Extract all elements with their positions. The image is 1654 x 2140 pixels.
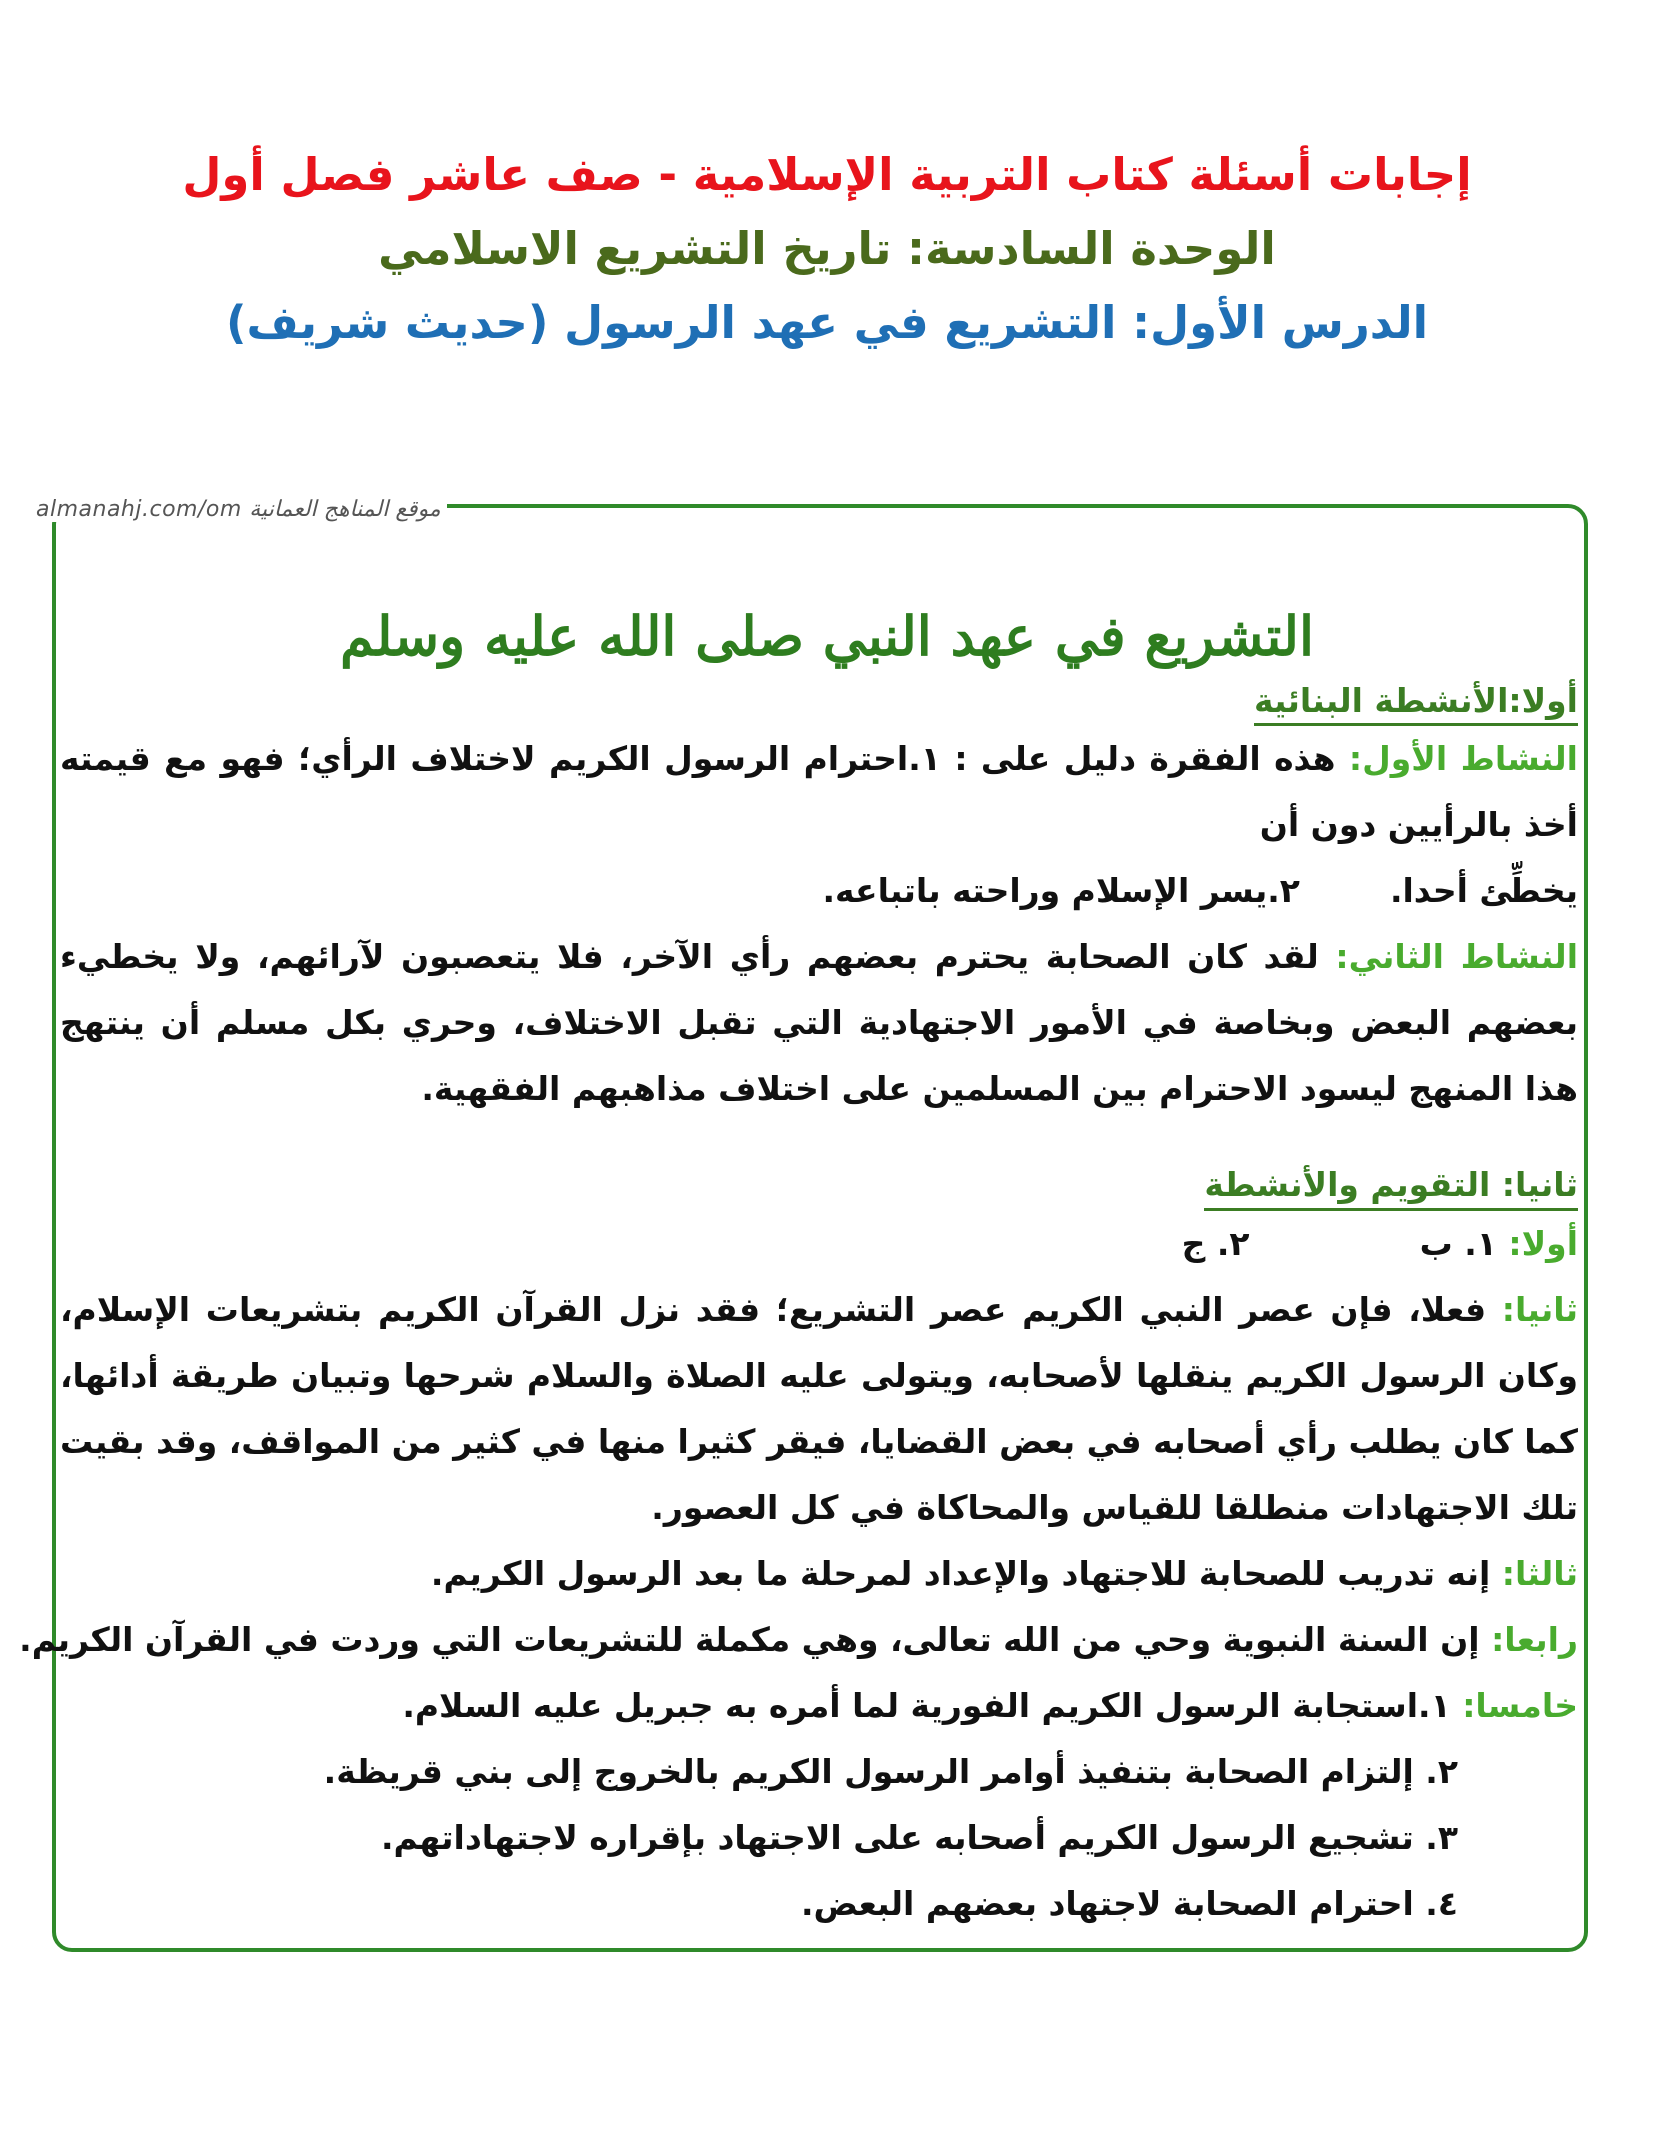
activity1 — [60, 726, 1578, 858]
lesson-title: الدرس الأول: التشريع في عهد الرسول (حديث شريف) — [225, 296, 1429, 349]
q4-label: رابعا: — [1491, 1619, 1578, 1659]
section1 — [60, 680, 1578, 1122]
q5-label: خامسا: — [1462, 1685, 1578, 1725]
q2-text: فعلا، فإن عصر النبي الكريم عصر التشريع؛ فقد نزل القرآن الكريم بتشريعات الإسلام، وكان الرسول الكريم ينقلها لأصحابه، ويتولى عليه الصلاة والسلام شرحها وتبيان طريقة أدائها، كما كان يطلب رأي أصحابه في بعض القضايا، فيقر كثيرا منها في كثير من المواقف، وقد بقيت تلك الاجتهادات منطلقا للقياس والمحاكاة في كل العصور. — [60, 1289, 1578, 1527]
q5-item-2: ٢. إلتزام الصحابة بتنفيذ أوامر الرسول الكريم بالخروج إلى بني قريظة. — [323, 1751, 1458, 1791]
q3-label: ثالثا: — [1501, 1553, 1578, 1593]
q5-item-1: ١.استجابة الرسول الكريم الفورية لما أمره به جبريل عليه السلام. — [402, 1685, 1463, 1725]
answers-content — [19, 680, 1579, 1937]
section2-heading: ثانيا: التقويم والأنشطة — [1204, 1164, 1578, 1210]
q2-label: ثانيا: — [1501, 1289, 1578, 1329]
section1-heading: أولا:الأنشطة البنائية — [1254, 680, 1578, 726]
q4-text: إن السنة النبوية وحي من الله تعالى، وهي مكملة للتشريعات التي وردت في القرآن الكريم. — [19, 1619, 1492, 1659]
calligraphy-title: التشريع في عهد النبي صلى الله عليه وسلم — [340, 604, 1314, 668]
q1-answer-a: ١. ب — [1419, 1223, 1509, 1263]
q1-answer-b: ٢. ج — [1181, 1223, 1250, 1263]
section2 — [19, 1164, 1578, 1936]
page-title: إجابات أسئلة كتاب التربية الإسلامية - صف عاشر فصل أول — [182, 148, 1472, 201]
q5-item-3: ٣. تشجيع الرسول الكريم أصحابه على الاجتهاد بإقراره لاجتهاداتهم. — [380, 1817, 1458, 1857]
q3 — [60, 1541, 1578, 1607]
q1-label: أولا: — [1508, 1223, 1578, 1263]
activity2-label: النشاط الثاني: — [1335, 937, 1579, 977]
q4 — [19, 1607, 1578, 1673]
activity1-line1: هذه الفقرة دليل على : ١.احترام الرسول الكريم لاختلاف الرأي؛ فهو مع قيمته أخذ بالرأيين دون أن — [60, 739, 1578, 845]
q5-item-4: ٤. احترام الصحابة لاجتهاد بعضهم البعض. — [800, 1883, 1458, 1923]
q1 — [60, 1211, 1578, 1277]
q5 — [60, 1673, 1578, 1739]
activity1-line2 — [60, 858, 1578, 924]
activity2-text: لقد كان الصحابة يحترم بعضهم رأي الآخر، فلا يتعصبون لآرائهم، ولا يخطيء بعضهم البعض وبخاصة في الأمور الاجتهادية التي تقبل الاختلاف، وحري بكل مسلم أن ينتهج هذا المنهج ليسود الاحترام بين المسلمين على اختلاف مذاهبهم الفقهية. — [60, 937, 1578, 1109]
activity1-label: النشاط الأول: — [1348, 739, 1578, 779]
unit-title: الوحدة السادسة: تاريخ التشريع الاسلامي — [378, 222, 1276, 275]
activity1-line2b: ٢.يسر الإسلام وراحته باتباعه. — [822, 871, 1300, 911]
q2 — [60, 1277, 1578, 1541]
q3-text: إنه تدريب للصحابة للاجتهاد والإعداد لمرحلة ما بعد الرسول الكريم. — [430, 1553, 1502, 1593]
activity2 — [60, 924, 1578, 1122]
watermark: almanahj.com/om موقع المناهج العمانية — [30, 497, 447, 522]
activity1-line2a: يخطِّئ أحدا. — [1389, 871, 1578, 911]
